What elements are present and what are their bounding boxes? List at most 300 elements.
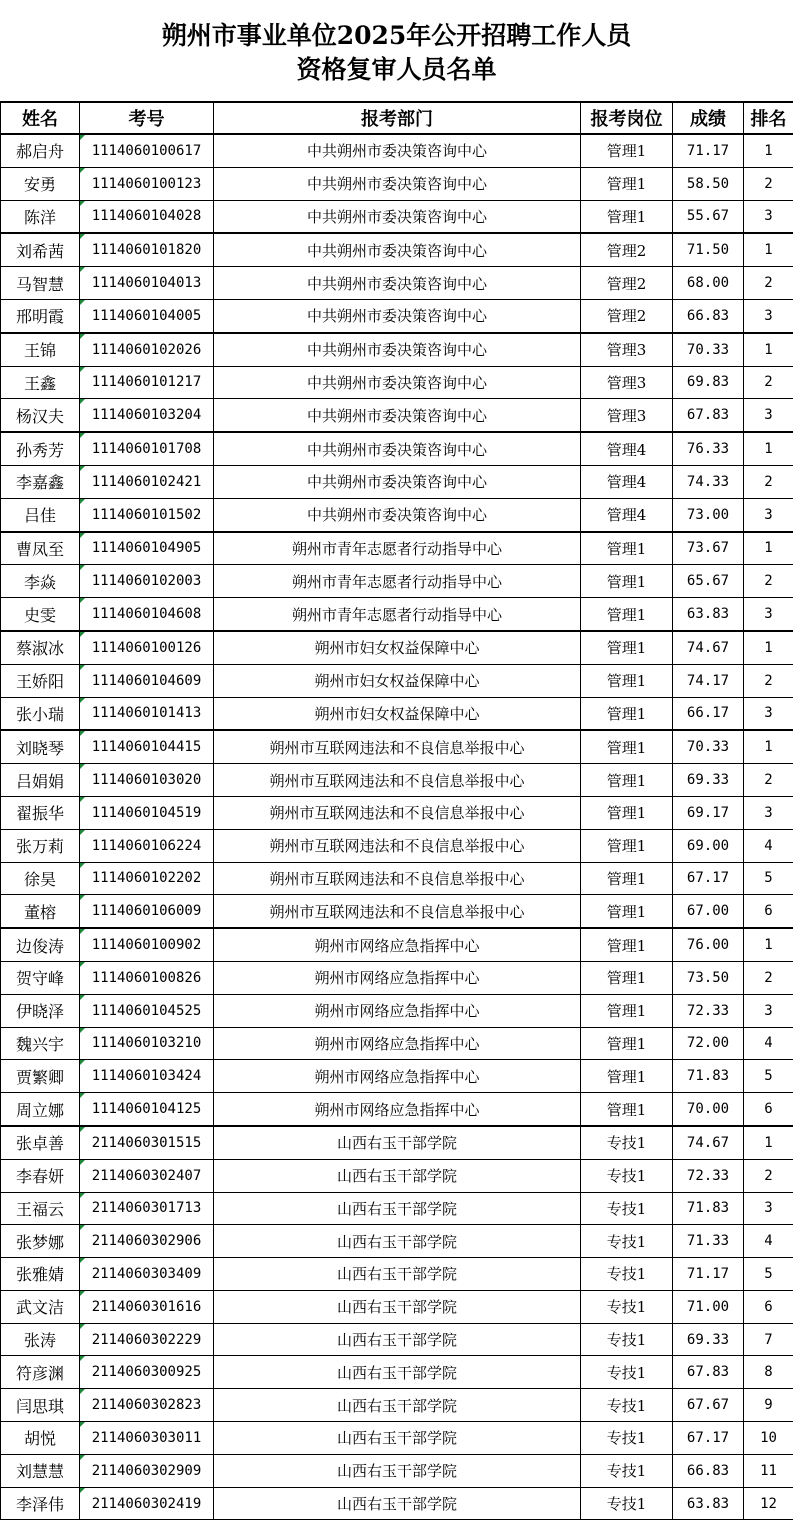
dept-cell: 朔州市互联网违法和不良信息举报中心 xyxy=(214,862,581,895)
name-cell: 徐昊 xyxy=(1,862,80,895)
table-row xyxy=(1,1356,793,1389)
dept-cell: 山西右玉干部学院 xyxy=(214,1356,581,1389)
dept-cell: 朔州市妇女权益保障中心 xyxy=(214,664,581,697)
exam-no-cell: 1114060102202 xyxy=(80,862,214,895)
score-cell: 72.00 xyxy=(673,1027,744,1060)
table-row xyxy=(1,895,793,928)
table-row xyxy=(1,961,793,994)
exam-no-cell: 1114060103204 xyxy=(80,399,214,432)
dept-cell: 朔州市互联网违法和不良信息举报中心 xyxy=(214,796,581,829)
position-cell: 管理1 xyxy=(581,697,673,730)
rank-cell: 6 xyxy=(744,1290,793,1323)
name-cell: 符彦渊 xyxy=(1,1356,80,1389)
exam-no-cell: 2114060302407 xyxy=(80,1159,214,1192)
rank-cell: 1 xyxy=(744,333,793,366)
rank-cell: 6 xyxy=(744,1093,793,1126)
name-cell: 张雅婧 xyxy=(1,1258,80,1291)
position-cell: 管理1 xyxy=(581,1027,673,1060)
exam-no-cell: 1114060104519 xyxy=(80,796,214,829)
dept-cell: 中共朔州市委决策咨询中心 xyxy=(214,267,581,300)
header-exam-no: 考号 xyxy=(80,102,214,134)
name-cell: 李泽伟 xyxy=(1,1487,80,1520)
table-row xyxy=(1,994,793,1027)
exam-no-cell: 2114060302906 xyxy=(80,1225,214,1258)
score-cell: 71.50 xyxy=(673,233,744,266)
rank-cell: 2 xyxy=(744,267,793,300)
table-row xyxy=(1,267,793,300)
table-row xyxy=(1,1389,793,1422)
score-cell: 72.33 xyxy=(673,994,744,1027)
rank-cell: 1 xyxy=(744,532,793,565)
exam-no-cell: 1114060104125 xyxy=(80,1093,214,1126)
exam-no-cell: 1114060104005 xyxy=(80,299,214,332)
name-cell: 杨汉夫 xyxy=(1,399,80,432)
position-cell: 管理1 xyxy=(581,1093,673,1126)
name-cell: 董榕 xyxy=(1,895,80,928)
dept-cell: 中共朔州市委决策咨询中心 xyxy=(214,134,581,167)
position-cell: 管理1 xyxy=(581,730,673,763)
dept-cell: 中共朔州市委决策咨询中心 xyxy=(214,333,581,366)
position-cell: 专技1 xyxy=(581,1323,673,1356)
exam-no-cell: 1114060106224 xyxy=(80,829,214,862)
rank-cell: 1 xyxy=(744,631,793,664)
rank-cell: 1 xyxy=(744,928,793,961)
position-cell: 专技1 xyxy=(581,1225,673,1258)
name-cell: 马智慧 xyxy=(1,267,80,300)
table-row xyxy=(1,167,793,200)
score-cell: 63.83 xyxy=(673,1487,744,1520)
rank-cell: 2 xyxy=(744,465,793,498)
name-cell: 王娇阳 xyxy=(1,664,80,697)
exam-no-cell: 2114060302823 xyxy=(80,1389,214,1422)
position-cell: 管理1 xyxy=(581,796,673,829)
rank-cell: 2 xyxy=(744,1159,793,1192)
position-cell: 管理2 xyxy=(581,233,673,266)
dept-cell: 朔州市网络应急指挥中心 xyxy=(214,994,581,1027)
dept-cell: 朔州市网络应急指挥中心 xyxy=(214,928,581,961)
rank-cell: 3 xyxy=(744,697,793,730)
name-cell: 王福云 xyxy=(1,1192,80,1225)
table-row xyxy=(1,1060,793,1093)
rank-cell: 2 xyxy=(744,664,793,697)
score-cell: 74.33 xyxy=(673,465,744,498)
position-cell: 专技1 xyxy=(581,1126,673,1159)
score-cell: 71.33 xyxy=(673,1225,744,1258)
position-cell: 专技1 xyxy=(581,1454,673,1487)
name-cell: 贺守峰 xyxy=(1,961,80,994)
dept-cell: 中共朔州市委决策咨询中心 xyxy=(214,167,581,200)
score-cell: 67.00 xyxy=(673,895,744,928)
name-cell: 闫思琪 xyxy=(1,1389,80,1422)
rank-cell: 2 xyxy=(744,764,793,797)
table-row xyxy=(1,399,793,432)
rank-cell: 3 xyxy=(744,796,793,829)
score-cell: 70.33 xyxy=(673,333,744,366)
position-cell: 管理4 xyxy=(581,432,673,465)
rank-cell: 3 xyxy=(744,200,793,233)
table-row xyxy=(1,1027,793,1060)
rank-cell: 10 xyxy=(744,1422,793,1455)
rank-cell: 2 xyxy=(744,961,793,994)
exam-no-cell: 2114060301713 xyxy=(80,1192,214,1225)
position-cell: 管理3 xyxy=(581,333,673,366)
table-row xyxy=(1,366,793,399)
table-row xyxy=(1,565,793,598)
score-cell: 66.83 xyxy=(673,299,744,332)
dept-cell: 中共朔州市委决策咨询中心 xyxy=(214,399,581,432)
name-cell: 伊晓泽 xyxy=(1,994,80,1027)
score-cell: 71.00 xyxy=(673,1290,744,1323)
position-cell: 管理1 xyxy=(581,565,673,598)
name-cell: 边俊涛 xyxy=(1,928,80,961)
dept-cell: 山西右玉干部学院 xyxy=(214,1159,581,1192)
table-row xyxy=(1,498,793,531)
table-row xyxy=(1,1192,793,1225)
table-row xyxy=(1,1225,793,1258)
dept-cell: 山西右玉干部学院 xyxy=(214,1192,581,1225)
dept-cell: 朔州市网络应急指挥中心 xyxy=(214,1027,581,1060)
table-row xyxy=(1,1422,793,1455)
score-cell: 65.67 xyxy=(673,565,744,598)
header-name: 姓名 xyxy=(1,102,80,134)
dept-cell: 山西右玉干部学院 xyxy=(214,1454,581,1487)
score-cell: 70.33 xyxy=(673,730,744,763)
position-cell: 专技1 xyxy=(581,1422,673,1455)
position-cell: 管理1 xyxy=(581,862,673,895)
dept-cell: 中共朔州市委决策咨询中心 xyxy=(214,200,581,233)
dept-cell: 中共朔州市委决策咨询中心 xyxy=(214,432,581,465)
dept-cell: 山西右玉干部学院 xyxy=(214,1389,581,1422)
name-cell: 安勇 xyxy=(1,167,80,200)
position-cell: 管理1 xyxy=(581,895,673,928)
position-cell: 管理2 xyxy=(581,299,673,332)
rank-cell: 1 xyxy=(744,233,793,266)
score-cell: 76.00 xyxy=(673,928,744,961)
name-cell: 周立娜 xyxy=(1,1093,80,1126)
score-cell: 68.00 xyxy=(673,267,744,300)
dept-cell: 朔州市互联网违法和不良信息举报中心 xyxy=(214,764,581,797)
dept-cell: 朔州市互联网违法和不良信息举报中心 xyxy=(214,829,581,862)
position-cell: 管理1 xyxy=(581,598,673,631)
score-cell: 73.50 xyxy=(673,961,744,994)
table-row xyxy=(1,1323,793,1356)
position-cell: 管理1 xyxy=(581,167,673,200)
score-cell: 67.83 xyxy=(673,1356,744,1389)
table-row xyxy=(1,664,793,697)
table-row xyxy=(1,697,793,730)
name-cell: 吕佳 xyxy=(1,498,80,531)
exam-no-cell: 2114060301515 xyxy=(80,1126,214,1159)
name-cell: 刘晓琴 xyxy=(1,730,80,763)
name-cell: 郝启舟 xyxy=(1,134,80,167)
exam-no-cell: 2114060302419 xyxy=(80,1487,214,1520)
score-cell: 73.67 xyxy=(673,532,744,565)
table-row xyxy=(1,333,793,366)
exam-no-cell: 1114060100617 xyxy=(80,134,214,167)
name-cell: 张小瑞 xyxy=(1,697,80,730)
rank-cell: 6 xyxy=(744,895,793,928)
position-cell: 管理4 xyxy=(581,498,673,531)
exam-no-cell: 2114060302229 xyxy=(80,1323,214,1356)
dept-cell: 山西右玉干部学院 xyxy=(214,1290,581,1323)
exam-no-cell: 1114060104525 xyxy=(80,994,214,1027)
exam-no-cell: 2114060302909 xyxy=(80,1454,214,1487)
position-cell: 专技1 xyxy=(581,1487,673,1520)
score-cell: 69.33 xyxy=(673,764,744,797)
score-cell: 76.33 xyxy=(673,432,744,465)
score-cell: 70.00 xyxy=(673,1093,744,1126)
rank-cell: 11 xyxy=(744,1454,793,1487)
score-cell: 63.83 xyxy=(673,598,744,631)
dept-cell: 中共朔州市委决策咨询中心 xyxy=(214,233,581,266)
name-cell: 翟振华 xyxy=(1,796,80,829)
exam-no-cell: 1114060104609 xyxy=(80,664,214,697)
table-row xyxy=(1,829,793,862)
score-cell: 67.83 xyxy=(673,399,744,432)
exam-no-cell: 2114060303011 xyxy=(80,1422,214,1455)
exam-no-cell: 1114060101217 xyxy=(80,366,214,399)
table-row xyxy=(1,598,793,631)
name-cell: 刘希茜 xyxy=(1,233,80,266)
page-subtitle: 资格复审人员名单 xyxy=(296,55,497,84)
exam-no-cell: 1114060103210 xyxy=(80,1027,214,1060)
table-row xyxy=(1,1159,793,1192)
dept-cell: 朔州市网络应急指挥中心 xyxy=(214,1093,581,1126)
rank-cell: 12 xyxy=(744,1487,793,1520)
dept-cell: 朔州市妇女权益保障中心 xyxy=(214,631,581,664)
position-cell: 管理1 xyxy=(581,664,673,697)
table-row xyxy=(1,928,793,961)
name-cell: 张梦娜 xyxy=(1,1225,80,1258)
name-cell: 王鑫 xyxy=(1,366,80,399)
exam-no-cell: 1114060100126 xyxy=(80,631,214,664)
score-cell: 71.17 xyxy=(673,1258,744,1291)
dept-cell: 山西右玉干部学院 xyxy=(214,1422,581,1455)
score-cell: 69.83 xyxy=(673,366,744,399)
table-row xyxy=(1,432,793,465)
table-row xyxy=(1,1454,793,1487)
rank-cell: 1 xyxy=(744,432,793,465)
dept-cell: 朔州市青年志愿者行动指导中心 xyxy=(214,565,581,598)
table-row xyxy=(1,796,793,829)
exam-no-cell: 2114060303409 xyxy=(80,1258,214,1291)
dept-cell: 朔州市青年志愿者行动指导中心 xyxy=(214,532,581,565)
position-cell: 专技1 xyxy=(581,1258,673,1291)
exam-no-cell: 1114060102421 xyxy=(80,465,214,498)
rank-cell: 9 xyxy=(744,1389,793,1422)
exam-no-cell: 1114060104905 xyxy=(80,532,214,565)
dept-cell: 山西右玉干部学院 xyxy=(214,1126,581,1159)
exam-no-cell: 1114060106009 xyxy=(80,895,214,928)
rank-cell: 2 xyxy=(744,366,793,399)
position-cell: 管理1 xyxy=(581,631,673,664)
table-row xyxy=(1,764,793,797)
table-row xyxy=(1,465,793,498)
score-cell: 73.00 xyxy=(673,498,744,531)
header-dept: 报考部门 xyxy=(214,102,581,134)
rank-cell: 7 xyxy=(744,1323,793,1356)
candidate-table xyxy=(0,101,793,1520)
position-cell: 管理1 xyxy=(581,532,673,565)
score-cell: 71.17 xyxy=(673,134,744,167)
position-cell: 专技1 xyxy=(581,1159,673,1192)
page-title: 朔州市事业单位2025年公开招聘工作人员 xyxy=(161,21,632,50)
position-cell: 专技1 xyxy=(581,1290,673,1323)
name-cell: 张万莉 xyxy=(1,829,80,862)
rank-cell: 1 xyxy=(744,730,793,763)
position-cell: 管理3 xyxy=(581,366,673,399)
dept-cell: 中共朔州市委决策咨询中心 xyxy=(214,366,581,399)
dept-cell: 中共朔州市委决策咨询中心 xyxy=(214,498,581,531)
name-cell: 胡悦 xyxy=(1,1422,80,1455)
score-cell: 55.67 xyxy=(673,200,744,233)
table-row xyxy=(1,134,793,167)
table-row xyxy=(1,1093,793,1126)
table-row xyxy=(1,862,793,895)
name-cell: 蔡淑冰 xyxy=(1,631,80,664)
rank-cell: 2 xyxy=(744,565,793,598)
name-cell: 史雯 xyxy=(1,598,80,631)
exam-no-cell: 1114060100902 xyxy=(80,928,214,961)
table-row xyxy=(1,1487,793,1520)
rank-cell: 3 xyxy=(744,299,793,332)
name-cell: 李嘉鑫 xyxy=(1,465,80,498)
score-cell: 71.83 xyxy=(673,1060,744,1093)
exam-no-cell: 1114060102026 xyxy=(80,333,214,366)
score-cell: 72.33 xyxy=(673,1159,744,1192)
position-cell: 管理4 xyxy=(581,465,673,498)
score-cell: 67.17 xyxy=(673,1422,744,1455)
exam-no-cell: 2114060300925 xyxy=(80,1356,214,1389)
position-cell: 管理1 xyxy=(581,829,673,862)
position-cell: 管理1 xyxy=(581,764,673,797)
rank-cell: 3 xyxy=(744,399,793,432)
position-cell: 专技1 xyxy=(581,1192,673,1225)
exam-no-cell: 1114060104013 xyxy=(80,267,214,300)
exam-no-cell: 2114060301616 xyxy=(80,1290,214,1323)
name-cell: 王锦 xyxy=(1,333,80,366)
score-cell: 67.67 xyxy=(673,1389,744,1422)
rank-cell: 3 xyxy=(744,598,793,631)
position-cell: 管理1 xyxy=(581,1060,673,1093)
name-cell: 贾繁卿 xyxy=(1,1060,80,1093)
table-row xyxy=(1,730,793,763)
rank-cell: 5 xyxy=(744,862,793,895)
rank-cell: 4 xyxy=(744,1225,793,1258)
rank-cell: 8 xyxy=(744,1356,793,1389)
position-cell: 专技1 xyxy=(581,1389,673,1422)
name-cell: 邢明霞 xyxy=(1,299,80,332)
dept-cell: 中共朔州市委决策咨询中心 xyxy=(214,465,581,498)
dept-cell: 朔州市青年志愿者行动指导中心 xyxy=(214,598,581,631)
table-row xyxy=(1,631,793,664)
dept-cell: 中共朔州市委决策咨询中心 xyxy=(214,299,581,332)
exam-no-cell: 1114060104028 xyxy=(80,200,214,233)
header-position: 报考岗位 xyxy=(581,102,673,134)
rank-cell: 4 xyxy=(744,1027,793,1060)
table-row xyxy=(1,1126,793,1159)
position-cell: 管理3 xyxy=(581,399,673,432)
position-cell: 管理1 xyxy=(581,961,673,994)
name-cell: 曹凤至 xyxy=(1,532,80,565)
name-cell: 张涛 xyxy=(1,1323,80,1356)
name-cell: 陈洋 xyxy=(1,200,80,233)
header-score: 成绩 xyxy=(673,102,744,134)
name-cell: 李焱 xyxy=(1,565,80,598)
rank-cell: 1 xyxy=(744,134,793,167)
name-cell: 刘慧慧 xyxy=(1,1454,80,1487)
rank-cell: 2 xyxy=(744,167,793,200)
rank-cell: 5 xyxy=(744,1258,793,1291)
rank-cell: 4 xyxy=(744,829,793,862)
exam-no-cell: 1114060104608 xyxy=(80,598,214,631)
header-row xyxy=(1,102,793,134)
name-cell: 李春妍 xyxy=(1,1159,80,1192)
exam-no-cell: 1114060101820 xyxy=(80,233,214,266)
name-cell: 孙秀芳 xyxy=(1,432,80,465)
position-cell: 管理1 xyxy=(581,928,673,961)
exam-no-cell: 1114060102003 xyxy=(80,565,214,598)
score-cell: 58.50 xyxy=(673,167,744,200)
dept-cell: 山西右玉干部学院 xyxy=(214,1487,581,1520)
name-cell: 武文洁 xyxy=(1,1290,80,1323)
exam-no-cell: 1114060103020 xyxy=(80,764,214,797)
position-cell: 管理1 xyxy=(581,200,673,233)
dept-cell: 朔州市网络应急指挥中心 xyxy=(214,1060,581,1093)
table-row xyxy=(1,1290,793,1323)
rank-cell: 5 xyxy=(744,1060,793,1093)
score-cell: 66.17 xyxy=(673,697,744,730)
rank-cell: 3 xyxy=(744,498,793,531)
dept-cell: 朔州市妇女权益保障中心 xyxy=(214,697,581,730)
score-cell: 69.17 xyxy=(673,796,744,829)
score-cell: 67.17 xyxy=(673,862,744,895)
position-cell: 管理1 xyxy=(581,994,673,1027)
exam-no-cell: 1114060101502 xyxy=(80,498,214,531)
rank-cell: 1 xyxy=(744,1126,793,1159)
dept-cell: 山西右玉干部学院 xyxy=(214,1323,581,1356)
header-rank: 排名 xyxy=(744,102,793,134)
table-row xyxy=(1,200,793,233)
table-row xyxy=(1,233,793,266)
dept-cell: 朔州市网络应急指挥中心 xyxy=(214,961,581,994)
exam-no-cell: 1114060100826 xyxy=(80,961,214,994)
score-cell: 74.67 xyxy=(673,631,744,664)
dept-cell: 朔州市互联网违法和不良信息举报中心 xyxy=(214,895,581,928)
rank-cell: 3 xyxy=(744,1192,793,1225)
name-cell: 魏兴宇 xyxy=(1,1027,80,1060)
dept-cell: 山西右玉干部学院 xyxy=(214,1225,581,1258)
position-cell: 管理2 xyxy=(581,267,673,300)
name-cell: 吕娟娟 xyxy=(1,764,80,797)
score-cell: 66.83 xyxy=(673,1454,744,1487)
exam-no-cell: 1114060100123 xyxy=(80,167,214,200)
table-row xyxy=(1,299,793,332)
position-cell: 管理1 xyxy=(581,134,673,167)
dept-cell: 朔州市互联网违法和不良信息举报中心 xyxy=(214,730,581,763)
name-cell: 张卓善 xyxy=(1,1126,80,1159)
score-cell: 69.00 xyxy=(673,829,744,862)
exam-no-cell: 1114060104415 xyxy=(80,730,214,763)
position-cell: 专技1 xyxy=(581,1356,673,1389)
table-row xyxy=(1,1258,793,1291)
score-cell: 71.83 xyxy=(673,1192,744,1225)
score-cell: 74.17 xyxy=(673,664,744,697)
table-row xyxy=(1,532,793,565)
rank-cell: 3 xyxy=(744,994,793,1027)
exam-no-cell: 1114060103424 xyxy=(80,1060,214,1093)
exam-no-cell: 1114060101708 xyxy=(80,432,214,465)
